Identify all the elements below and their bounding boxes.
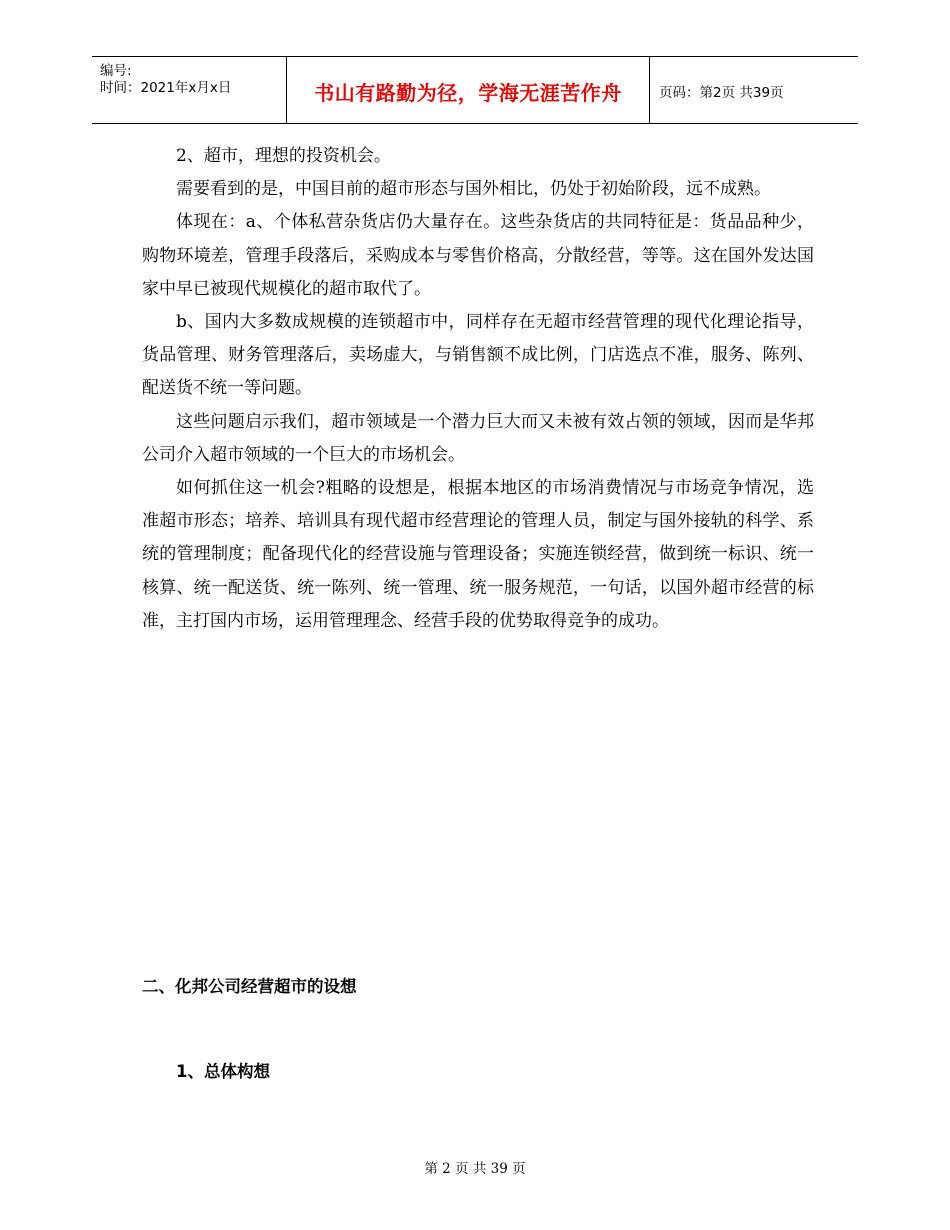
paragraph: 需要看到的是，中国目前的超市形态与国外相比，仍处于初始阶段，远不成熟。 xyxy=(176,179,771,200)
motto-text: 书山有路勤为径，学海无涯苦作舟 xyxy=(314,81,622,105)
paragraph: 如何抓住这一机会?粗略的设想是，根据本地区的市场消费情况与市场竞争情况，选准超市形态；培养、培训具有现代超市经营理论的管理人员，制定与国外接轨的科学、系统的管理制度；配备现代化的经营设施与管理设备；实施连锁经营，做到统一标识、统一核算、统一配送货、统一陈列、统一管理、统一服务规范，一句话，以国外超市经营的标准，主打国内市场，运用管理理念、经营手段的优势取得竞争的成功。 xyxy=(142,478,814,631)
serial-label: 编号: xyxy=(100,63,132,79)
header-meta-cell xyxy=(92,57,286,123)
page-footer: 第 2 页 共 39 页 xyxy=(424,1161,526,1177)
paragraph: 2、超市，理想的投资机会。 xyxy=(176,146,391,166)
header-page-cell xyxy=(649,57,858,123)
header-page-info: 页码：第2页 共39页 xyxy=(659,85,784,101)
page-header xyxy=(92,56,858,124)
paragraph: 体现在：a、个体私营杂货店仍大量存在。这些杂货店的共同特征是：货品品种少，购物环境差，管理手段落后，采购成本与零售价格高，分散经营，等等。这在国外发达国家中早已被现代规模化的超市取代了。 xyxy=(142,212,814,299)
section-heading: 二、化邦公司经营超市的设想 xyxy=(142,977,357,996)
sub-heading: 1、总体构想 xyxy=(176,1062,270,1081)
header-motto-cell xyxy=(286,57,650,123)
paragraph: b、国内大多数成规模的连锁超市中，同样存在无超市经营管理的现代化理论指导，货品管理、财务管理落后，卖场虚大，与销售额不成比例，门店选点不准，服务、陈列、配送货不统一等问题。 xyxy=(142,312,814,399)
paragraph: 这些问题启示我们，超市领域是一个潜力巨大而又未被有效占领的领域，因而是华邦公司介入超市领域的一个巨大的市场机会。 xyxy=(142,411,814,465)
date-line: 时间：2021年x月x日 xyxy=(100,80,232,96)
document-body xyxy=(142,140,814,638)
